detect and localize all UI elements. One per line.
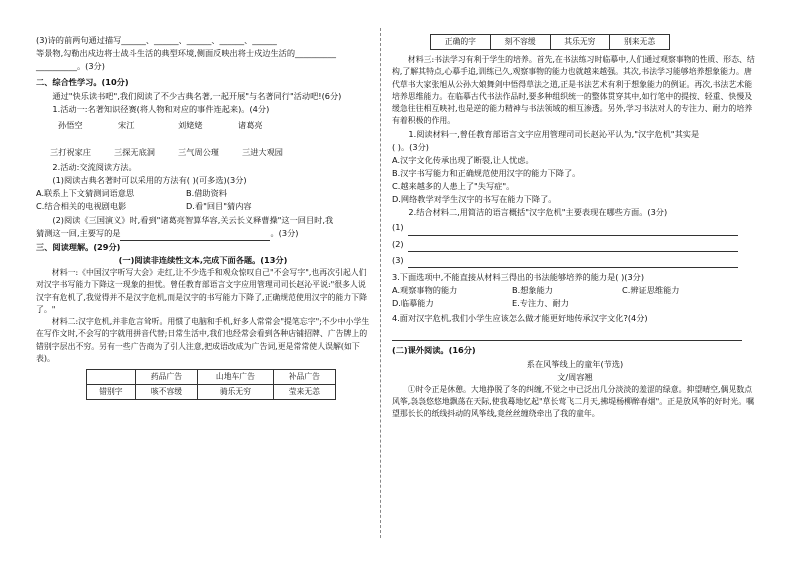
material3: 材料三:书法学习有利于学生的培养。首先,在书法练习时临摹中,人们通过观察事物的性质、形态、结构,了解其特点,心摹手追,训练已久,观察事物的能力也就越来越强。其次,书法学习能够培养想象能力。唐代草书大家张旭从公孙大娘舞剑中悟得草法之道,正是书法艺术有利于想象能力的例证。再次,书法艺术能培养思维能力。在临摹古代书法作品时,要多种组织统一的整体贯穿其中,如行笔中的提按、轻重、快慢及缓急往往相互映衬,也是逆的能力精神与书法领域的相互渗透。另外,学习书法对人的专注力、耐力的培养有着积极的作用。: [392, 55, 755, 126]
q1-option-a[interactable]: A.汉字文化传承出现了断裂,让人忧虑。: [392, 154, 534, 165]
right-column: [392, 34, 758, 421]
q2b-end: 。(3分): [270, 227, 299, 238]
q3-option-e[interactable]: E.专注力、耐力: [512, 298, 569, 308]
q1-option-d[interactable]: D.网络教学对学生汉字的书写在能力下降了。: [392, 194, 557, 205]
material2: 材料二:汉字危机,并非危言耸听。用惯了电脑和手机,好多人常常会"提笔忘字";不少中小学生在写作文时,不会写的字就用拼音代替;日常生活中,我们也经常会看到各种店铺招牌、广告牌上的错别字层出不穷。另有一些广告商为了引人注意,把成语改成为广告词,更是常常使人误解(如下表)。: [36, 317, 370, 363]
q3-option-b[interactable]: B.想象能力: [512, 284, 553, 295]
answer-line: [392, 238, 758, 252]
answer-line: [392, 254, 758, 268]
events-row: [50, 146, 370, 159]
event-item[interactable]: 三气周公瑾: [178, 146, 219, 157]
question2: 2.结合材料二,用简洁的语言概括"汉字危机"主要表现在哪些方面。(3分): [408, 207, 668, 218]
table-cell: 骑乐无穷: [198, 385, 274, 400]
q3-line3: __________。(3分): [36, 61, 105, 72]
table-cell: 药品广告: [135, 370, 197, 385]
q3-line1: (3)诗的前两句通过描写______、______、______、______、______: [36, 35, 277, 45]
answer-blank[interactable]: [408, 238, 738, 252]
section2-title: 二、综合性学习。(10分): [36, 77, 129, 88]
answer-label: (3): [392, 254, 404, 265]
activity2-q1: (1)阅读古典名著时可以采用的方法有( )(可多选)(3分): [52, 175, 247, 186]
table-cell: 咳不容缓: [135, 385, 197, 400]
question3: 3.下面选项中,不能直接从材料三得出的书法能够培养的能力是( )(3分): [392, 271, 645, 282]
options-row-1: [36, 187, 370, 200]
q3-option-d[interactable]: D.临摹能力: [392, 298, 434, 308]
answer-blank[interactable]: [408, 254, 738, 268]
section3-title: 三、阅读理解。(29分): [36, 241, 121, 252]
table-cell: [87, 370, 136, 385]
table-cell: 其乐无穷: [550, 35, 610, 50]
q2b-text: 猜测这一回,主要写的是: [36, 227, 121, 238]
table-row: [431, 35, 670, 50]
name-item[interactable]: 宋江: [118, 119, 135, 130]
column-divider: [380, 28, 381, 538]
q3-options-row-1: [392, 284, 758, 297]
q3-options-row-2: [392, 297, 758, 310]
option-c[interactable]: C.结合相关的电视剧电影: [36, 201, 127, 212]
option-a[interactable]: A.联系上下文猜测词语意思: [36, 188, 135, 199]
name-item[interactable]: 刘姥姥: [178, 119, 203, 130]
question4: 4.面对汉字危机,我们小学生应该怎么做才能更好地传承汉字文化?(4分): [392, 313, 648, 324]
answer-line: [392, 221, 758, 235]
option-b[interactable]: B.借助资料: [186, 188, 227, 199]
answer-blank[interactable]: [408, 221, 738, 235]
event-item[interactable]: 三进大观园: [242, 146, 283, 157]
activity2: 2.活动:交流阅读方法。: [52, 162, 137, 172]
answer-blank[interactable]: [392, 327, 742, 341]
subsection1-title: (一)阅读非连续性文本,完成下面各题。(13分): [118, 254, 288, 265]
question1: 1.阅读材料一,曾任教育部语言文字应用管理司司长赵沁平认为,"汉字危机"其实是: [408, 128, 700, 139]
activity1: 1.活动一:名著知识径赛(将人物和对应的事件连起来)。(4分): [52, 103, 270, 114]
q3-line2: 等景物,勾勒出戍边将士战斗生活的典型环境,侧面反映出将士戍边生活的__________: [36, 48, 336, 59]
q3-option-a[interactable]: A.观察事物的能力: [392, 284, 458, 295]
answer-blank[interactable]: [120, 227, 270, 241]
table-cell: 刻不容缓: [490, 35, 550, 50]
answer-line: [392, 327, 758, 341]
table-cell: 莹来无恙: [273, 385, 335, 400]
section2-intro: 通过"快乐读书吧",我们阅读了不少古典名著,一起开展"与名著同行"活动吧!(6分): [52, 90, 342, 101]
name-item[interactable]: 诸葛亮: [238, 119, 263, 130]
option-d[interactable]: D.看"回目"猜内容: [186, 201, 252, 212]
event-item[interactable]: 三打祝家庄: [50, 146, 91, 157]
table-cell: 山地车广告: [198, 370, 274, 385]
left-column: [36, 34, 370, 400]
table-cell: 错别字: [87, 385, 136, 400]
question1b: ( )。(3分): [392, 141, 429, 152]
answer-label: (2): [392, 238, 404, 249]
article-paragraph-1: ①时令正是休憩。大地挣脱了冬的纠缠,不觉之中已泛出几分淡淡的羞涩的绿意。抑望晴空,偶见数点风筝,袅袅悠悠地飘荡在天际,使我蓦地忆起"草长莺飞二月天,拂堤杨柳醉春烟"。正是放风筝的好时光。嘱望那长长的纸线抖动的风筝线,竟丝丝缠绕牵出了我的童年。: [392, 384, 754, 419]
ad-table: [86, 369, 336, 400]
article-author: 文/周容翘: [557, 371, 593, 382]
options-row-2: [36, 200, 370, 213]
answer-label: (1): [392, 222, 404, 233]
table-cell: 正确的字: [431, 35, 491, 50]
activity2-q2a: (2)阅读《三国演义》时,看到"诸葛亮智算华容,关云长义释曹操"这一回目时,我: [52, 214, 334, 225]
table-cell: 补品广告: [273, 370, 335, 385]
table-cell: 别来无恙: [610, 35, 670, 50]
table-row: [87, 370, 336, 385]
article-title: 系在风筝线上的童年(节选): [526, 358, 624, 369]
material1: 材料一:《中国汉字听写大会》走红,让不少选手和观众惊叹自己"不会写字",也再次引起人们对汉字书写能力下降这一现象的担忧。曾任教育部语言文字应用管理司司长赵沁平说:"很多人说汉字有危机了,我觉得并不是汉字危机,而是汉字的书写能力下降了,正确规范使用汉字的能力下降了。": [36, 268, 368, 314]
q3-option-c[interactable]: C.辨证思维能力: [622, 284, 680, 295]
name-item[interactable]: 孙悟空: [58, 119, 83, 130]
table-row: [87, 385, 336, 400]
q1-option-b[interactable]: B.汉字书写能力和正确规范使用汉字的能力下降了。: [392, 167, 581, 178]
names-row: [58, 119, 370, 132]
q1-option-c[interactable]: C.越来越多的人患上了"失写症"。: [392, 181, 515, 191]
subsection2-title: (二)课外阅读。(16分): [392, 345, 476, 356]
correct-word-table: [430, 34, 670, 50]
event-item[interactable]: 三探无底洞: [114, 146, 155, 157]
activity2-q2b: [36, 227, 370, 241]
